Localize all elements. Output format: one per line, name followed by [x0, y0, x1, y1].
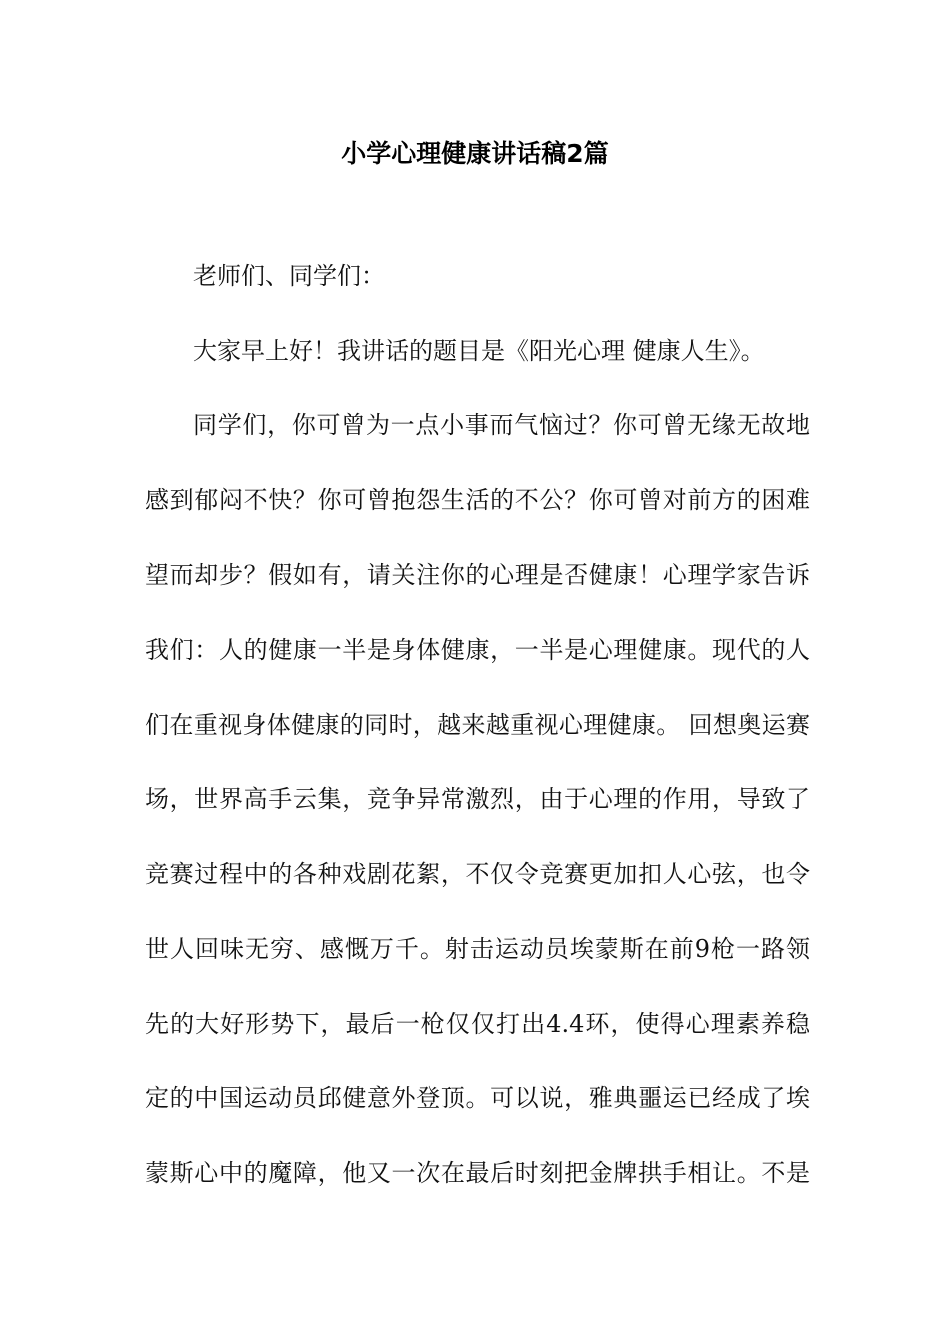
body-line: 望而却步？假如有，请关注你的心理是否健康！心理学家告诉 — [145, 561, 810, 589]
body-line: 我们：人的健康一半是身体健康，一半是心理健康。现代的人 — [145, 636, 810, 664]
body-line: 定的中国运动员邱健意外登顶。可以说，雅典噩运已经成了埃 — [145, 1084, 810, 1112]
body-line: 先的大好形势下，最后一枪仅仅打出4.4环，使得心理素养稳 — [145, 1010, 810, 1038]
body-line: 同学们，你可曾为一点小事而气恼过？你可曾无缘无故地 — [193, 411, 810, 439]
salutation-line: 老师们、同学们： — [193, 262, 385, 290]
body-line: 世人回味无穷、感慨万千。射击运动员埃蒙斯在前9枪一路领 — [145, 935, 810, 963]
body-line: 感到郁闷不快？你可曾抱怨生活的不公？你可曾对前方的困难 — [145, 486, 810, 514]
body-line: 蒙斯心中的魔障，他又一次在最后时刻把金牌拱手相让。不是 — [145, 1159, 810, 1187]
body-line: 们在重视身体健康的同时，越来越重视心理健康。 回想奥运赛 — [145, 711, 810, 739]
document-title: 小学心理健康讲话稿2篇 — [341, 139, 609, 168]
body-line: 竞赛过程中的各种戏剧花絮，不仅令竞赛更加扣人心弦，也令 — [145, 860, 810, 888]
body-line: 场，世界高手云集，竞争异常激烈，由于心理的作用，导致了 — [145, 785, 810, 813]
greeting-line: 大家早上好！我讲话的题目是《阳光心理 健康人生》。 — [193, 337, 765, 365]
